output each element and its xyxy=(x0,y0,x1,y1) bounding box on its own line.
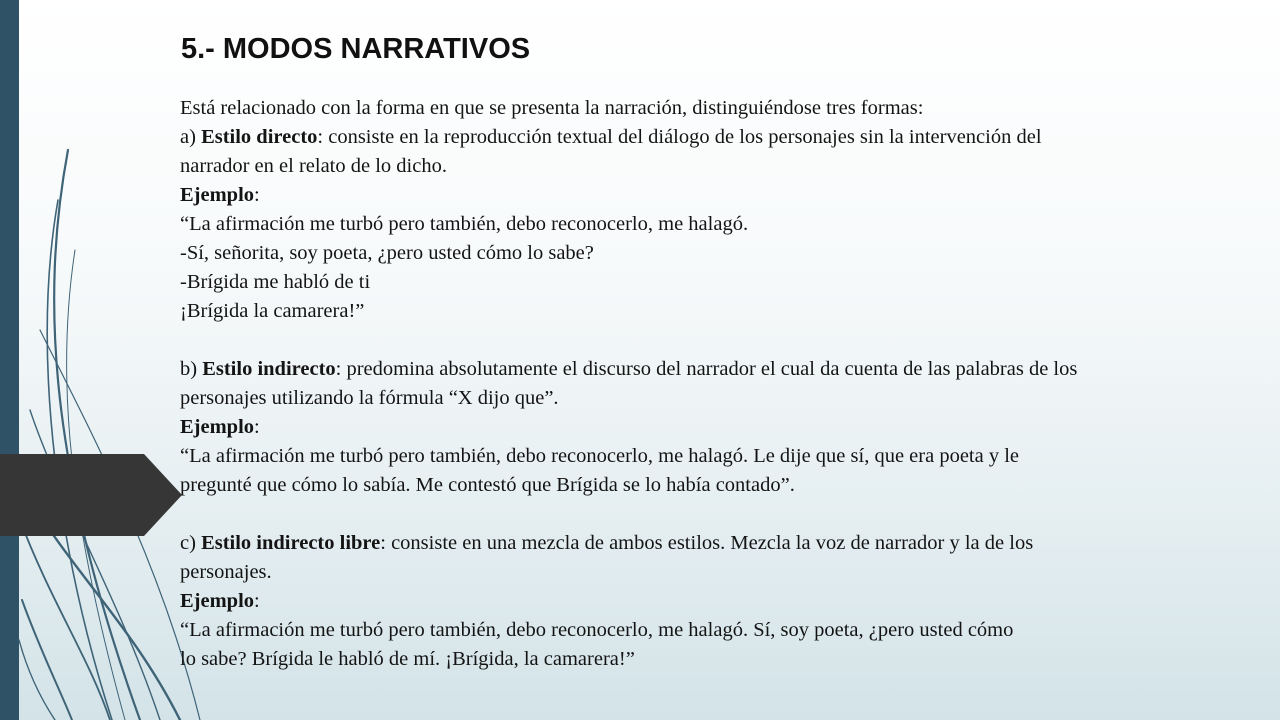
example-colon: : xyxy=(254,590,260,612)
indirect-example-line: “La afirmación me turbó pero también, debo reconocerlo, me halagó. Le dije que sí, que era poeta y le xyxy=(180,445,1020,467)
direct-style-line-1 xyxy=(180,123,1240,152)
indirect-style-term: Estilo indirecto xyxy=(202,358,336,380)
direct-example-line: “La afirmación me turbó pero también, debo reconocerlo, me halagó. xyxy=(180,213,749,235)
arrow-tab-shape xyxy=(0,454,182,536)
example-colon: : xyxy=(254,416,260,438)
direct-style-term: Estilo directo xyxy=(201,126,318,148)
slide-content xyxy=(180,30,1240,674)
direct-prefix: a) xyxy=(180,126,202,148)
free-indirect-style-line-1 xyxy=(180,529,1240,558)
indirect-prefix: b) xyxy=(180,358,203,380)
free-indirect-example-line: “La afirmación me turbó pero también, debo reconocerlo, me halagó. Sí, soy poeta, ¿pero usted cómo xyxy=(180,619,1014,641)
example-label: Ejemplo xyxy=(180,184,255,206)
direct-example-line: ¡Brígida la camarera!” xyxy=(180,300,365,322)
free-indirect-example-heading xyxy=(180,587,1240,616)
spacer xyxy=(180,326,1240,355)
free-indirect-style-term: Estilo indirecto libre xyxy=(201,532,381,554)
direct-example-line: -Sí, señorita, soy poeta, ¿pero usted cómo lo sabe? xyxy=(180,242,594,264)
free-indirect-prefix: c) xyxy=(180,532,202,554)
free-indirect-example-line: lo sabe? Brígida le habló de mí. ¡Brígida, la camarera!” xyxy=(180,648,635,670)
direct-example-line: -Brígida me habló de ti xyxy=(180,271,371,293)
intro-text: Está relacionado con la forma en que se presenta la narración, distinguiéndose tres formas: xyxy=(180,97,924,119)
indirect-style-line-1 xyxy=(180,355,1240,384)
example-label: Ejemplo xyxy=(180,590,255,612)
example-colon: : xyxy=(254,184,260,206)
example-label: Ejemplo xyxy=(180,416,255,438)
slide-title: 5.- MODOS NARRATIVOS xyxy=(181,33,531,65)
indirect-example-heading xyxy=(180,413,1240,442)
direct-style-definition: : consiste en la reproducción textual del diálogo de los personajes sin la intervención del xyxy=(317,126,1042,148)
indirect-style-line-2: personajes utilizando la fórmula “X dijo que”. xyxy=(180,387,559,409)
direct-example-heading xyxy=(180,181,1240,210)
free-indirect-style-definition: : consiste en una mezcla de ambos estilos. Mezcla la voz de narrador y la de los xyxy=(380,532,1034,554)
indirect-style-definition: : predomina absolutamente el discurso del narrador el cual da cuenta de las palabras de los xyxy=(335,358,1078,380)
indirect-example-line: pregunté que cómo lo sabía. Me contestó que Brígida se lo había contado”. xyxy=(180,474,795,496)
spacer xyxy=(180,500,1240,529)
free-indirect-style-line-2: personajes. xyxy=(180,561,272,583)
direct-style-line-2: narrador en el relato de lo dicho. xyxy=(180,155,447,177)
